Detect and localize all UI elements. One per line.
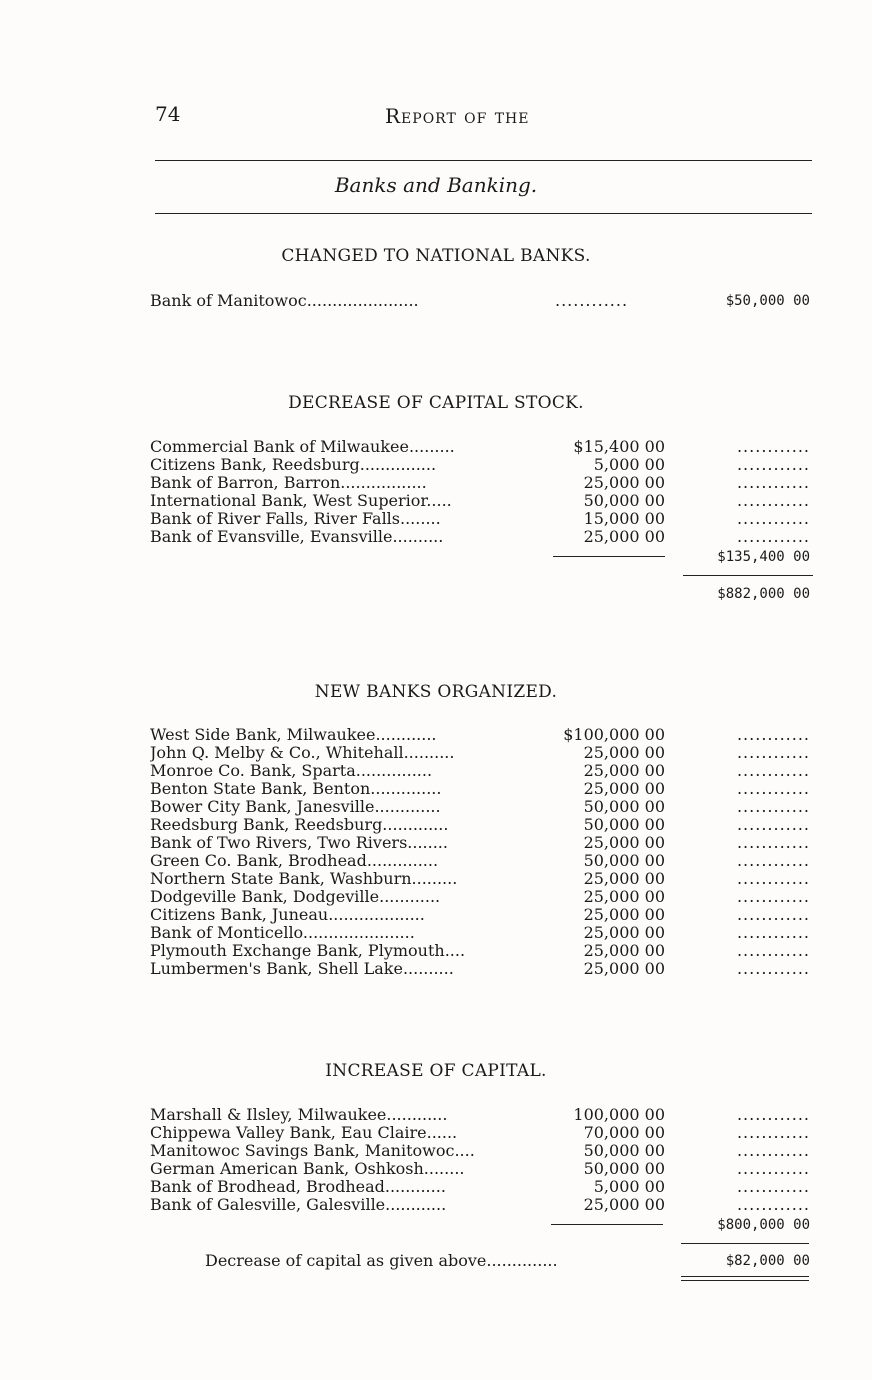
leader-dots: ............ <box>736 1177 810 1196</box>
final-row <box>0 1252 872 1270</box>
table-row <box>0 1160 872 1178</box>
table-row <box>0 726 872 744</box>
final-label: Decrease of capital as given above.............. <box>205 1251 558 1270</box>
leader-dots: ............ <box>736 509 810 528</box>
table-row <box>0 942 872 960</box>
new-banks-title: NEW BANKS ORGANIZED. <box>314 682 558 702</box>
amount: 100,000 00 <box>573 1105 665 1124</box>
table-row <box>0 852 872 870</box>
table-row <box>0 924 872 942</box>
bank-name: Lumbermen's Bank, Shell Lake.......... <box>150 960 454 978</box>
subtotal-row <box>0 1216 872 1234</box>
bank-name: Bank of Monticello...................... <box>150 924 415 942</box>
leader-dots: ............ <box>736 527 810 546</box>
bank-name: John Q. Melby & Co., Whitehall.......... <box>150 744 455 762</box>
amount: 15,000 00 <box>583 509 665 528</box>
amount: 50,000 00 <box>583 851 665 870</box>
page-number: 74 <box>155 102 181 126</box>
increase-title: INCREASE OF CAPITAL. <box>325 1061 547 1081</box>
leader-dots: ............ <box>736 797 810 816</box>
amount: 5,000 00 <box>593 1177 665 1196</box>
leader-dots: ............ <box>736 1141 810 1160</box>
leader-dots: ............ <box>736 725 810 744</box>
total-amount: $50,000 00 <box>725 293 810 309</box>
table-row <box>0 510 872 528</box>
bank-name: Commercial Bank of Milwaukee......... <box>150 438 455 456</box>
amount: 70,000 00 <box>583 1123 665 1142</box>
leader-dots: ............ <box>736 1123 810 1142</box>
leader-dots: ............ <box>555 291 629 310</box>
total-rule <box>683 575 813 576</box>
table-row <box>0 528 872 546</box>
bank-name: Bower City Bank, Janesville............. <box>150 798 441 816</box>
bank-name: International Bank, West Superior..... <box>150 492 452 510</box>
running-title: Report of the <box>385 104 530 128</box>
leader-dots: ............ <box>736 761 810 780</box>
bank-name: Dodgeville Bank, Dodgeville............ <box>150 888 441 906</box>
table-row <box>0 834 872 852</box>
table-row <box>0 888 872 906</box>
leader-dots: ............ <box>736 851 810 870</box>
section-subtitle: Banks and Banking. <box>334 173 538 197</box>
leader-dots: ............ <box>736 887 810 906</box>
amount: 25,000 00 <box>583 761 665 780</box>
amount: 25,000 00 <box>583 959 665 978</box>
bank-name: Bank of Brodhead, Brodhead............ <box>150 1178 446 1196</box>
table-row <box>0 906 872 924</box>
leader-dots: ............ <box>736 1159 810 1178</box>
amount: 25,000 00 <box>583 941 665 960</box>
double-rule-bottom <box>681 1280 809 1281</box>
bank-name: Reedsburg Bank, Reedsburg............. <box>150 816 449 834</box>
leader-dots: ............ <box>736 959 810 978</box>
table-row <box>0 438 872 456</box>
leader-dots: ............ <box>736 815 810 834</box>
subtotal-amount: $800,000 00 <box>717 1217 810 1233</box>
amount: 25,000 00 <box>583 833 665 852</box>
subtotal-amount: $135,400 00 <box>717 549 810 565</box>
leader-dots: ............ <box>736 1195 810 1214</box>
national-title: CHANGED TO NATIONAL BANKS. <box>281 246 591 266</box>
table-row <box>0 1196 872 1214</box>
table-row <box>0 1142 872 1160</box>
bank-name: Bank of River Falls, River Falls........ <box>150 510 441 528</box>
leader-dots: ............ <box>736 779 810 798</box>
bank-name: Chippewa Valley Bank, Eau Claire...... <box>150 1124 458 1142</box>
amount: 50,000 00 <box>583 1159 665 1178</box>
bank-name: Monroe Co. Bank, Sparta............... <box>150 762 433 780</box>
bank-name: Citizens Bank, Reedsburg............... <box>150 456 437 474</box>
table-row <box>0 456 872 474</box>
double-rule-top <box>681 1276 809 1277</box>
amount: 25,000 00 <box>583 905 665 924</box>
amount: 50,000 00 <box>583 1141 665 1160</box>
amount: 25,000 00 <box>583 473 665 492</box>
amount: 25,000 00 <box>583 527 665 546</box>
bank-name: Bank of Two Rivers, Two Rivers........ <box>150 834 448 852</box>
decrease-title: DECREASE OF CAPITAL STOCK. <box>288 393 584 413</box>
amount: 25,000 00 <box>583 743 665 762</box>
leader-dots: ............ <box>736 869 810 888</box>
amount: 50,000 00 <box>583 797 665 816</box>
leader-dots: ............ <box>736 437 810 456</box>
bank-name: Manitowoc Savings Bank, Manitowoc.... <box>150 1142 475 1160</box>
final-amount: $82,000 00 <box>725 1253 810 1269</box>
header-rule-top <box>155 160 812 161</box>
leader-dots: ............ <box>736 941 810 960</box>
table-row <box>0 1106 872 1124</box>
table-row <box>0 1124 872 1142</box>
bank-name: Bank of Manitowoc...................... <box>150 292 419 310</box>
amount: 25,000 00 <box>583 923 665 942</box>
table-row <box>0 762 872 780</box>
amount: $15,400 00 <box>573 437 665 456</box>
total-rule <box>681 1243 809 1244</box>
leader-dots: ............ <box>736 833 810 852</box>
table-row <box>0 474 872 492</box>
bank-name: West Side Bank, Milwaukee............ <box>150 726 437 744</box>
amount: 50,000 00 <box>583 815 665 834</box>
bank-name: Benton State Bank, Benton.............. <box>150 780 442 798</box>
total-row <box>0 585 872 603</box>
amount: 25,000 00 <box>583 779 665 798</box>
leader-dots: ............ <box>736 491 810 510</box>
leader-dots: ............ <box>736 743 810 762</box>
leader-dots: ............ <box>736 473 810 492</box>
bank-name: Marshall & Ilsley, Milwaukee............ <box>150 1106 448 1124</box>
table-row <box>0 292 872 310</box>
amount: 5,000 00 <box>593 455 665 474</box>
table-row <box>0 870 872 888</box>
bank-name: Northern State Bank, Washburn......... <box>150 870 458 888</box>
amount: 25,000 00 <box>583 869 665 888</box>
bank-name: Citizens Bank, Juneau................... <box>150 906 425 924</box>
amount: $100,000 00 <box>563 725 665 744</box>
amount: 25,000 00 <box>583 1195 665 1214</box>
leader-dots: ............ <box>736 455 810 474</box>
table-row <box>0 492 872 510</box>
bank-name: Bank of Evansville, Evansville.......... <box>150 528 444 546</box>
total-amount: $882,000 00 <box>717 586 810 602</box>
amount: 50,000 00 <box>583 491 665 510</box>
leader-dots: ............ <box>736 923 810 942</box>
leader-dots: ............ <box>736 1105 810 1124</box>
amount: 25,000 00 <box>583 887 665 906</box>
bank-name: Green Co. Bank, Brodhead.............. <box>150 852 439 870</box>
leader-dots: ............ <box>736 905 810 924</box>
table-row <box>0 1178 872 1196</box>
table-row <box>0 780 872 798</box>
bank-name: Bank of Galesville, Galesville............ <box>150 1196 447 1214</box>
table-row <box>0 816 872 834</box>
header-rule-bottom <box>155 213 812 214</box>
bank-name: German American Bank, Oshkosh........ <box>150 1160 465 1178</box>
table-row <box>0 960 872 978</box>
subtotal-row <box>0 548 872 566</box>
bank-name: Bank of Barron, Barron................. <box>150 474 427 492</box>
table-row <box>0 798 872 816</box>
table-row <box>0 744 872 762</box>
bank-name: Plymouth Exchange Bank, Plymouth.... <box>150 942 466 960</box>
